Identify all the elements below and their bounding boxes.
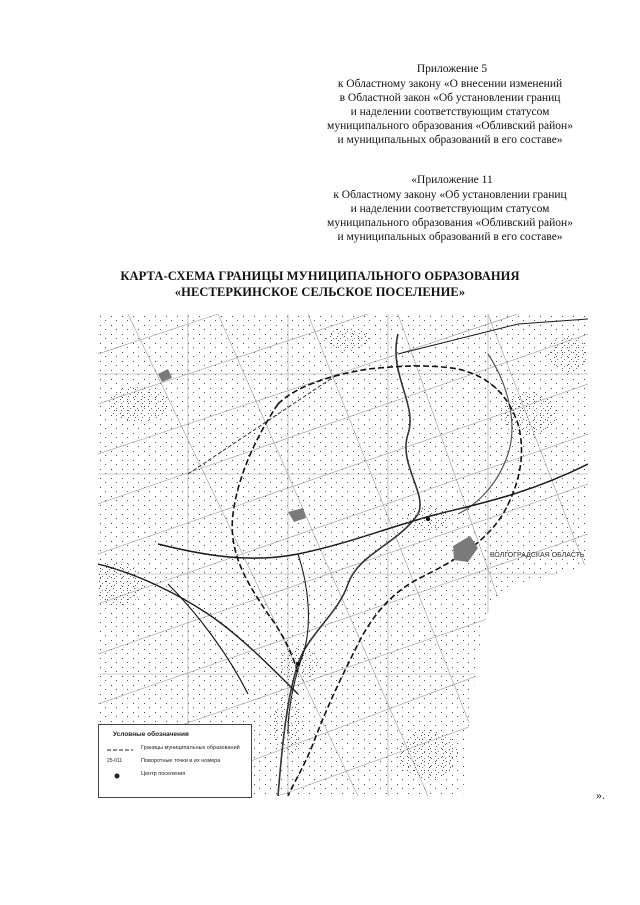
legend-label: Границы муниципальных образований xyxy=(141,745,240,751)
legend-title: Условные обозначения xyxy=(113,731,189,738)
legend-item xyxy=(103,758,249,768)
closing-mark: ». xyxy=(596,788,605,802)
appendix-5-label: Приложение 5 xyxy=(416,63,488,75)
map-title-line-2: «НЕСТЕРКИНСКОЕ СЕЛЬСКОЕ ПОСЕЛЕНИЕ» xyxy=(174,285,466,299)
map-title-line-1: КАРТА-СХЕМА ГРАНИЦЫ МУНИЦИПАЛЬНОГО ОБРАЗОВАНИЯ xyxy=(120,269,520,283)
appendix-5-line: и наделении соответствующим статусом xyxy=(350,106,550,118)
settlement-center-icon xyxy=(107,773,133,779)
appendix-5-text xyxy=(285,77,615,147)
appendix-5-line: муниципального образования «Обливский район» xyxy=(327,120,573,132)
appendix-5-line: и муниципальных образований в его составе» xyxy=(337,134,563,146)
appendix-5-line: к Областному закону «О внесении изменений xyxy=(337,78,563,90)
map-title xyxy=(60,268,580,300)
appendix-11-text xyxy=(285,188,615,244)
settlement-center-icon xyxy=(426,517,430,521)
legend-item xyxy=(103,745,249,755)
appendix-5-line: в Областной закон «Об установлении границ xyxy=(339,92,561,104)
region-label: ВОЛГОГРАДСКАЯ ОБЛАСТЬ xyxy=(490,552,585,559)
appendix-11-label: «Приложение 11 xyxy=(411,174,493,186)
legend-label: Поворотные точки и их номера xyxy=(141,758,221,764)
legend-item xyxy=(103,771,249,781)
appendix-11-line: муниципального образования «Обливский район» xyxy=(327,217,573,229)
turning-point-icon: 25-011 xyxy=(107,758,123,764)
legend-label: Центр поселения xyxy=(141,771,186,777)
map-legend xyxy=(98,724,252,798)
boundary-line-icon xyxy=(107,747,133,753)
appendix-11-line: и муниципальных образований в его составе» xyxy=(337,231,563,243)
settlement-center-icon xyxy=(296,662,300,666)
appendix-11-line: и наделении соответствующим статусом xyxy=(350,203,550,215)
appendix-11-line: к Областному закону «Об установлении границ xyxy=(333,189,567,201)
